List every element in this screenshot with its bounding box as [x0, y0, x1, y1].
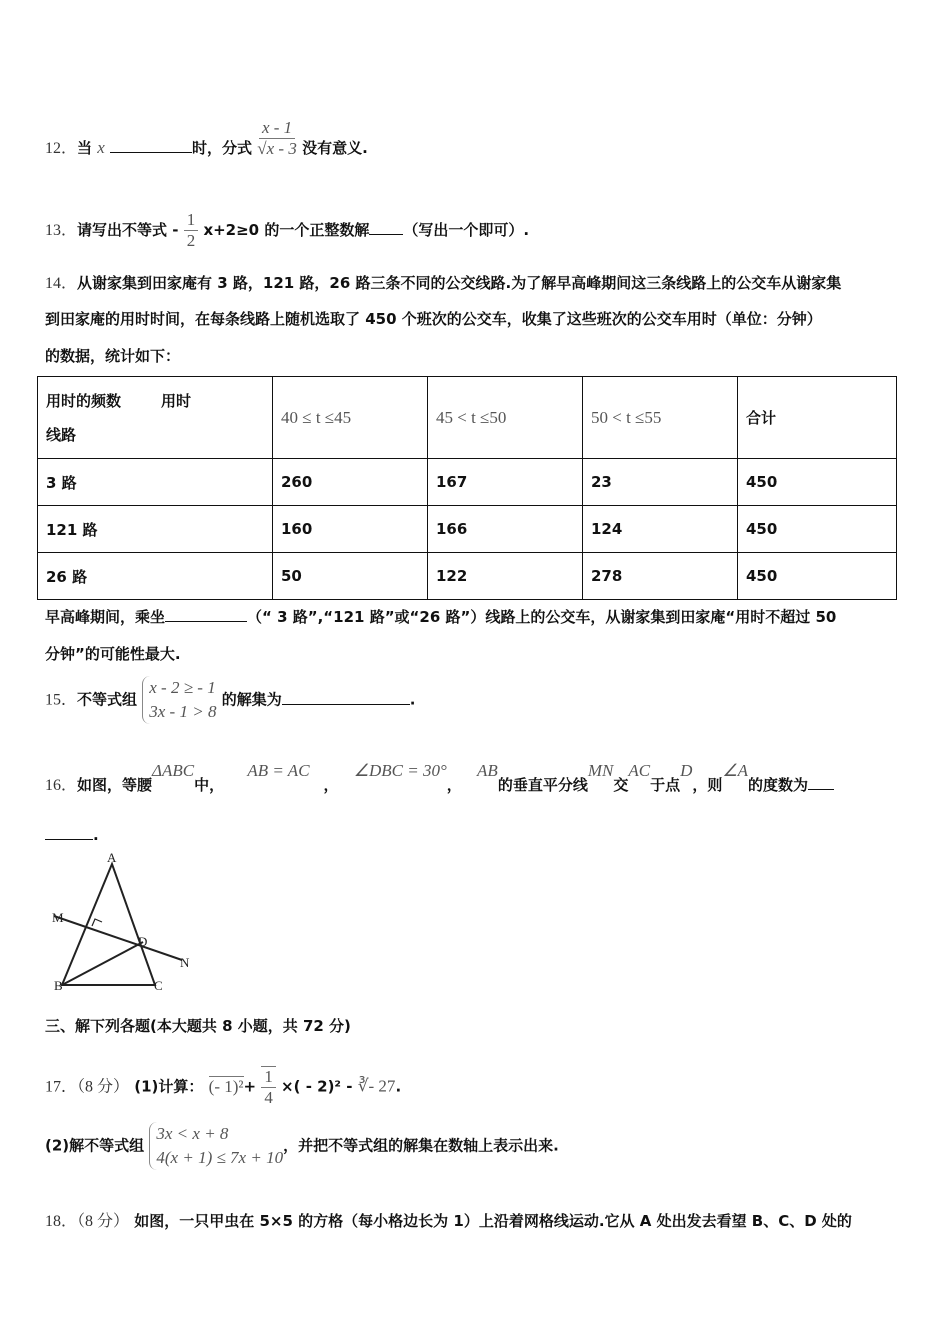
text: ×( - 2)² - — [281, 1077, 353, 1096]
question-17-part1 — [45, 1066, 401, 1108]
text: ，则 — [692, 776, 723, 794]
question-16 — [45, 761, 834, 795]
answer-blank[interactable] — [45, 825, 93, 840]
cell: 260 — [273, 459, 428, 506]
frequency-table — [37, 376, 897, 600]
question-13 — [45, 210, 529, 251]
table-row — [38, 459, 897, 506]
q-number: 13． — [45, 222, 78, 239]
text: ，并把不等式组的解集在数轴上表示出来. — [283, 1136, 559, 1155]
cell: 278 — [583, 553, 738, 600]
math: AC — [628, 761, 651, 780]
question-18 — [45, 1208, 852, 1231]
line-mn — [54, 916, 182, 960]
score: （8 分） — [77, 1078, 130, 1096]
cell: 122 — [428, 553, 583, 600]
denominator: 2 — [186, 231, 196, 250]
header-label: 用时 — [161, 391, 192, 410]
numerator: 1 — [261, 1067, 276, 1088]
right-angle-mark — [92, 919, 102, 926]
header-diagonal-cell — [38, 377, 273, 459]
column-header: 40 ≤ t ≤45 — [273, 377, 428, 459]
question-16-cont — [45, 825, 99, 844]
q-number: 14． — [45, 275, 78, 292]
question-14-line2: 到田家庵的用时时间，在每条线路上随机选取了 450 个班次的公交车，收集了这些班次的公交车用时（单位：分钟） — [45, 310, 822, 328]
cell: 3 路 — [38, 459, 273, 506]
triangle-figure — [40, 850, 200, 1000]
label-m: M — [52, 910, 64, 925]
cell: 26 路 — [38, 553, 273, 600]
q-number: 16． — [45, 777, 78, 794]
question-14-line3: 的数据，统计如下： — [45, 347, 181, 365]
label-n: N — [180, 955, 190, 970]
math: ∛- 27 — [357, 1076, 396, 1096]
text: . — [409, 690, 416, 709]
cell: 167 — [428, 459, 583, 506]
math: (- 1)² — [208, 1076, 244, 1096]
cell: 450 — [738, 506, 897, 553]
column-header: 45 < t ≤50 — [428, 377, 583, 459]
math: ΔABC — [152, 761, 195, 780]
fraction — [184, 210, 199, 251]
denominator: √x - 3 — [257, 139, 297, 158]
equation: x - 2 ≥ - 1 — [149, 678, 216, 697]
question-17-part2 — [45, 1122, 559, 1170]
header-label: 线路 — [46, 425, 77, 444]
text: 如图，等腰 — [77, 776, 153, 794]
math: MN — [587, 761, 614, 780]
label-d: D — [138, 934, 148, 949]
cell: 450 — [738, 459, 897, 506]
segment-bd — [62, 942, 143, 985]
question-14-after — [45, 606, 836, 627]
question-14-line1 — [45, 270, 841, 293]
text: （“ 3 路”,“121 路”或“26 路”）线路上的公交车，从谢家集到田家庵“用时不超过 50 — [247, 608, 837, 626]
text: . — [395, 1077, 402, 1096]
text: 交 — [613, 776, 629, 794]
cell: 166 — [428, 506, 583, 553]
cell: 23 — [583, 459, 738, 506]
text: 于点 — [650, 776, 681, 794]
equation: 4(x + 1) ≤ 7x + 10 — [156, 1148, 284, 1167]
label-b: B — [54, 978, 63, 993]
q-number: 17． — [45, 1078, 78, 1096]
answer-blank[interactable] — [110, 138, 192, 153]
fraction — [261, 1066, 276, 1108]
text: 不等式组 — [77, 690, 138, 709]
label-c: C — [154, 978, 163, 993]
table-row — [38, 553, 897, 600]
fraction — [257, 118, 297, 159]
math: AB = AC — [247, 761, 310, 780]
table-header-row — [38, 377, 897, 459]
cell: 50 — [273, 553, 428, 600]
text: 没有意义. — [302, 139, 368, 157]
q-number: 18． — [45, 1213, 78, 1230]
math: ∠A — [722, 761, 749, 780]
table-row — [38, 506, 897, 553]
math: ∠DBC = 30° — [353, 761, 447, 780]
text: (1)计算： — [134, 1077, 204, 1096]
text: 如图，一只甲虫在 5×5 的方格（每小格边长为 1）上沿着网格线运动.它从 A 处出发去看望 B、C、D 处的 — [134, 1212, 852, 1230]
label-a: A — [107, 850, 117, 865]
cell: 124 — [583, 506, 738, 553]
text: 请写出不等式 - — [77, 221, 179, 239]
header-label: 用时的频数 — [46, 391, 122, 410]
inequality-system — [142, 676, 216, 724]
text: (2)解不等式组 — [45, 1136, 145, 1155]
cell: 121 路 — [38, 506, 273, 553]
column-header: 合计 — [738, 377, 897, 459]
answer-blank[interactable] — [808, 775, 834, 790]
text: + — [243, 1077, 257, 1096]
text: 的垂直平分线 — [497, 776, 588, 794]
text: ， — [323, 776, 339, 794]
denominator: 4 — [264, 1088, 273, 1107]
section-heading: 三、解下列各题(本大题共 8 小题，共 72 分) — [45, 1017, 351, 1035]
q-number: 15． — [45, 691, 78, 709]
text: 当 — [77, 139, 93, 157]
text: . — [93, 826, 99, 844]
inequality-system — [149, 1122, 283, 1170]
equation: 3x < x + 8 — [156, 1124, 229, 1143]
answer-blank[interactable] — [165, 607, 247, 622]
text: 的度数为 — [748, 776, 809, 794]
text: ， — [446, 776, 462, 794]
text: 的解集为 — [221, 690, 282, 709]
equation: 3x - 1 > 8 — [149, 702, 217, 721]
question-15 — [45, 676, 415, 724]
text: 中， — [194, 776, 225, 794]
q-number: 12． — [45, 140, 78, 157]
math: AB — [477, 761, 498, 780]
math: x — [97, 138, 105, 157]
cell: 160 — [273, 506, 428, 553]
column-header: 50 < t ≤55 — [583, 377, 738, 459]
answer-blank[interactable] — [369, 220, 403, 235]
text: 早高峰期间，乘坐 — [45, 608, 166, 626]
text: （写出一个即可）. — [403, 221, 530, 239]
cell: 450 — [738, 553, 897, 600]
question-14-after2: 分钟”的可能性最大. — [45, 645, 181, 663]
question-12 — [45, 118, 368, 169]
text: 时，分式 — [192, 139, 253, 157]
numerator: x - 1 — [259, 118, 295, 139]
math: D — [680, 761, 693, 780]
score: （8 分） — [77, 1213, 130, 1230]
answer-blank[interactable] — [282, 690, 410, 705]
text: 从谢家集到田家庵有 3 路，121 路，26 路三条不同的公交线路.为了解早高峰期间这三条线路上的公交车从谢家集 — [77, 274, 842, 292]
text: x+2≥0 的一个正整数解 — [203, 221, 370, 239]
numerator: 1 — [184, 210, 199, 231]
